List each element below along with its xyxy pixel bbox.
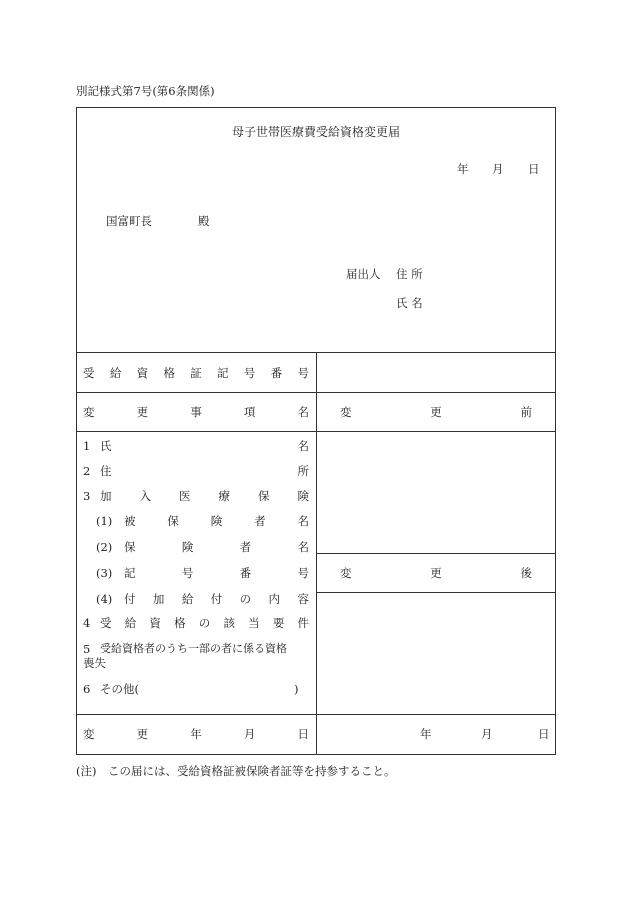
change-date-label: 変 更 年 月 日 [83, 727, 309, 741]
subitem-insurer-name: 保 険 者 名 [124, 540, 309, 554]
change-items-header: 変 更 事 項 名 [83, 405, 309, 419]
item-other-open: その他( [100, 682, 139, 696]
cert-number-label: 受 給 資 格 証 記 号 番 号 [83, 366, 309, 380]
item-partial-loss-line1: 受給資格者のうち一部の者に係る資格 [100, 642, 287, 655]
subitem-insured-name: 被 保 険 者 名 [124, 514, 309, 528]
item-number: 6 [83, 682, 91, 696]
item-number: 2 [83, 464, 91, 478]
item-other-close: ) [294, 682, 299, 696]
date-year-label: 年 [457, 162, 469, 176]
column-divider [316, 352, 317, 755]
item-number: 3 [83, 489, 91, 503]
item-number: 1 [83, 439, 91, 453]
after-change-header: 変 更 後 [340, 566, 532, 580]
applicant-name-label: 氏 名 [396, 296, 423, 310]
row-divider [316, 592, 556, 593]
subitem-symbol-number: 記 号 番 号 [124, 566, 309, 580]
applicant-address-label: 住 所 [396, 267, 423, 281]
subitem-number: (3) [96, 566, 113, 580]
date-month-label: 月 [492, 162, 504, 176]
form-label: 別記様式第7号(第6条関係) [76, 84, 215, 98]
item-number: 4 [83, 616, 91, 630]
change-date-year: 年 [420, 727, 432, 741]
addressee-name: 国富町長 [106, 214, 152, 228]
addressee-honorific: 殿 [198, 214, 210, 228]
change-date-day: 日 [538, 727, 550, 741]
footnote: (注) この届には、受給資格証被保険者証等を持参すること。 [76, 764, 396, 778]
subitem-number: (4) [96, 592, 113, 606]
form-title: 母子世帯医療費受給資格変更届 [231, 125, 400, 139]
subitem-number: (2) [96, 540, 113, 554]
item-partial-loss-line2: 喪失 [83, 656, 106, 670]
item-number: 5 [83, 642, 91, 656]
item-insurance: 加 入 医 療 保 険 [100, 489, 309, 503]
item-address: 住 所 [100, 464, 309, 478]
date-day-label: 日 [528, 162, 540, 176]
applicant-label: 届出人 [346, 267, 381, 281]
subitem-number: (1) [96, 514, 113, 528]
subitem-additional-benefit: 付 加 給 付 の 内 容 [124, 592, 309, 606]
item-name: 氏 名 [100, 439, 309, 453]
before-change-header: 変 更 前 [340, 405, 532, 419]
item-eligibility-requirements: 受 給 資 格 の 該 当 要 件 [100, 616, 309, 630]
frame-top [76, 107, 556, 108]
row-divider [316, 553, 556, 554]
change-date-month: 月 [481, 727, 493, 741]
